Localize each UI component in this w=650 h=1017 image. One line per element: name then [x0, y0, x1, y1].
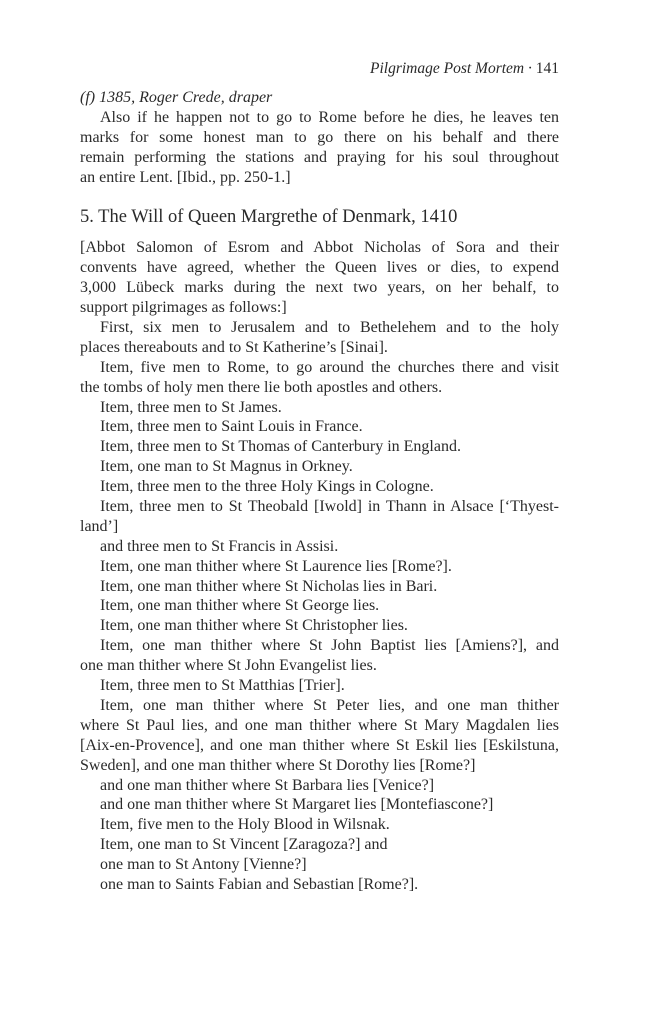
will-line: one man to Saints Fabian and Sebastian [Rome?]. — [100, 875, 419, 893]
will-line: Item, one man thither where St Christopher lies. — [100, 617, 408, 635]
will-line: the tombs of holy men there lie both apostles and others. — [80, 378, 443, 396]
will-line: Item, one man thither where St John Baptist lies [Amiens?], and — [100, 637, 559, 655]
body-text — [80, 88, 559, 895]
running-title: Pilgrimage Post Mortem — [370, 60, 525, 77]
will-line: Item, three men to St Thomas of Canterbury in England. — [100, 438, 461, 456]
will-line: and one man thither where St Margaret lies [Montefiascone?] — [100, 796, 494, 814]
will-line: one man thither where St John Evangelist lies. — [80, 657, 377, 675]
will-line: Item, three men to St Theobald [Iwold] in Thann in Alsace [‘Thyest- — [100, 498, 559, 516]
page-number: 141 — [535, 60, 559, 77]
running-header — [80, 59, 559, 79]
entry-line: marks for some honest man to go there on his behalf and there — [80, 128, 559, 146]
will-line: Item, one man to St Magnus in Orkney. — [100, 458, 353, 476]
will-line: First, six men to Jerusalem and to Bethelehem and to the holy — [100, 319, 559, 337]
will-line: Item, three men to St Matthias [Trier]. — [100, 677, 345, 695]
section-heading: 5. The Will of Queen Margrethe of Denmark, 1410 — [80, 207, 458, 228]
will-line: Item, three men to the three Holy Kings in Cologne. — [100, 478, 434, 496]
intro-line: convents have agreed, whether the Queen lives or dies, to expend — [80, 259, 559, 277]
entry-line: remain performing the stations and praying for his soul throughout — [80, 148, 559, 166]
will-line: Item, one man to St Vincent [Zaragoza?] and — [100, 836, 388, 854]
intro-line: [Abbot Salomon of Esrom and Abbot Nicholas of Sora and their — [80, 239, 559, 257]
will-line: Item, one man thither where St Peter lies, and one man thither — [100, 696, 559, 714]
entry-heading: (f) 1385, Roger Crede, draper — [80, 89, 273, 106]
intro-line: support pilgrimages as follows:] — [80, 299, 287, 317]
will-line: [Aix-en-Provence], and one man thither where St Eskil lies [Eskilstuna, — [80, 736, 559, 754]
will-line: and three men to St Francis in Assisi. — [100, 537, 339, 555]
entry-line: an entire Lent. [Ibid., pp. 250-1.] — [80, 168, 291, 186]
will-line: where St Paul lies, and one man thither where St Mary Magdalen lies — [80, 716, 559, 734]
will-line: places thereabouts and to St Katherine’s [Sinai]. — [80, 338, 388, 356]
will-line: one man to St Antony [Vienne?] — [100, 856, 307, 874]
will-line: Item, three men to St James. — [100, 398, 282, 416]
will-line: Item, one man thither where St Laurence lies [Rome?]. — [100, 557, 452, 575]
will-line: Item, five men to Rome, to go around the churches there and visit — [100, 358, 559, 376]
will-line: and one man thither where St Barbara lies [Venice?] — [100, 776, 435, 794]
intro-line: 3,000 Lübeck marks during the next two years, on her behalf, to — [80, 279, 559, 297]
header-separator: · — [528, 60, 532, 77]
will-line: Sweden], and one man thither where St Dorothy lies [Rome?] — [80, 756, 476, 774]
will-line: Item, one man thither where St Nicholas lies in Bari. — [100, 577, 438, 595]
will-line: land’] — [80, 517, 119, 535]
will-line: Item, five men to the Holy Blood in Wilsnak. — [100, 816, 390, 834]
entry-line: Also if he happen not to go to Rome before he dies, he leaves ten — [100, 108, 559, 126]
will-line: Item, one man thither where St George lies. — [100, 597, 380, 615]
will-line: Item, three men to Saint Louis in France. — [100, 418, 363, 436]
